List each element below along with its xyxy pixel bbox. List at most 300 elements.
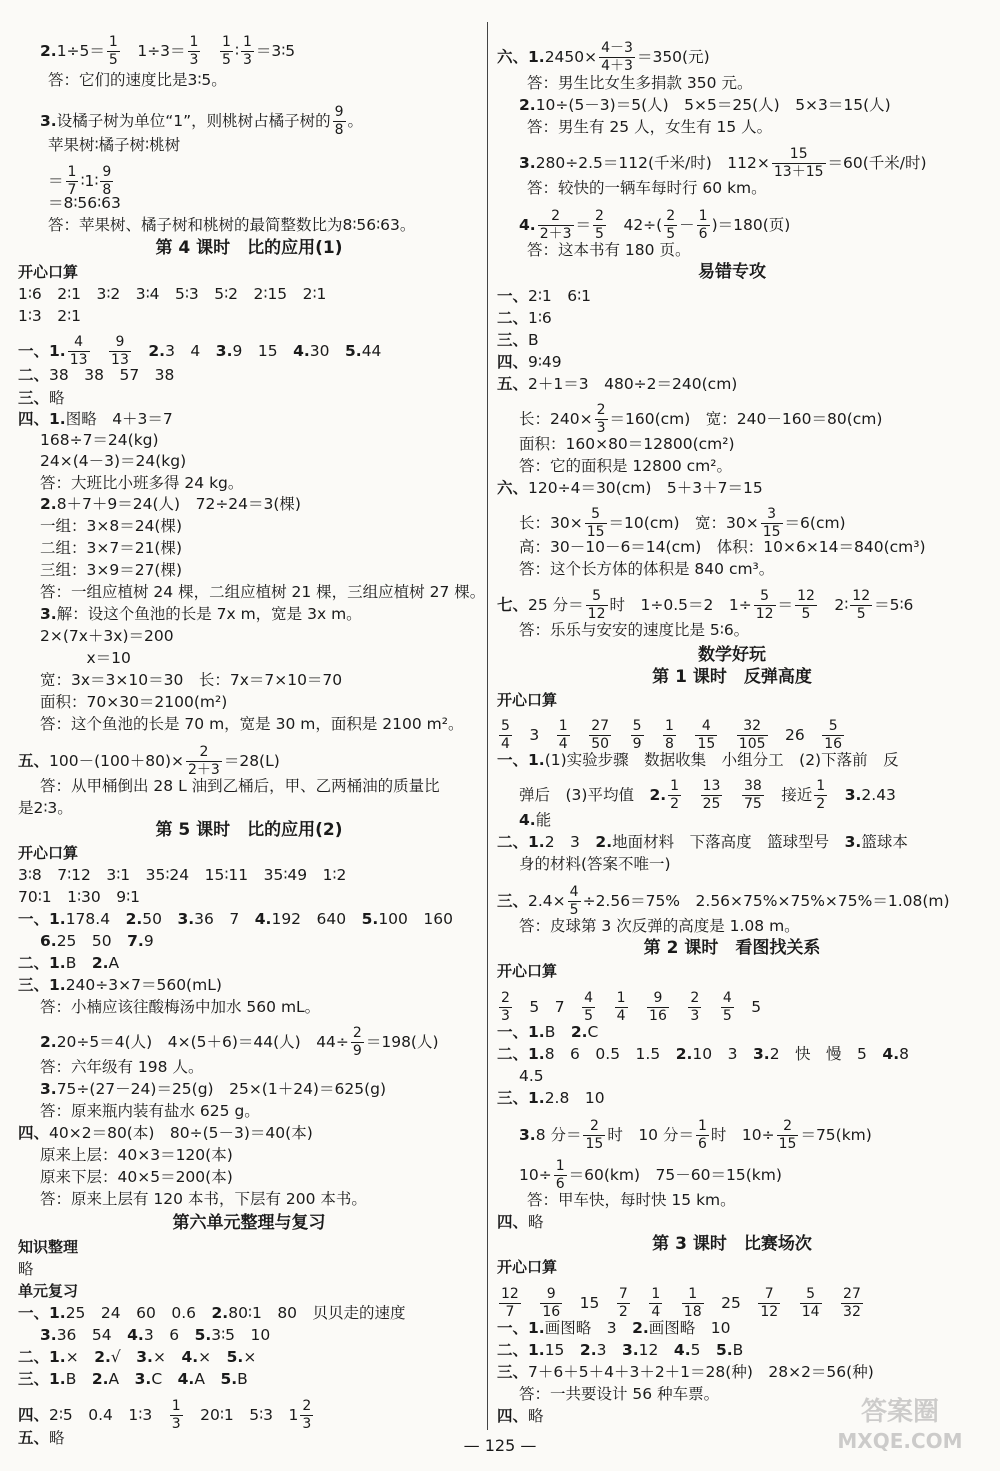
answer-line: [497, 1044, 909, 1064]
fraction-numerator: 5: [822, 718, 844, 736]
answer-line: [497, 916, 800, 936]
fraction-numerator: 1: [555, 1158, 565, 1174]
item-number: 三、1.: [18, 976, 66, 994]
text-run: B: [65, 954, 92, 972]
text-run: ＝60(千米/时): [827, 154, 927, 172]
answer-line: [497, 1088, 605, 1108]
text-run: 9∶49: [528, 353, 562, 371]
text-run: 一组：3×8＝24(棵): [40, 517, 183, 535]
answer-line: [497, 854, 671, 874]
text-run: 8＋7＋9＝24(人) 72÷24＝3(棵): [56, 495, 301, 513]
fraction: [822, 718, 844, 753]
text-run: 24×(4－3)＝24(kg): [40, 452, 187, 470]
item-number: 2.: [94, 1348, 111, 1366]
fraction-numerator: 3: [761, 506, 783, 524]
item-number: 六、1.: [497, 48, 545, 66]
text-run: A: [108, 1370, 135, 1388]
text-run: 3 6: [143, 1326, 195, 1344]
fraction: [777, 1118, 799, 1153]
answer-line: [18, 1145, 233, 1165]
fraction-denominator: 3: [690, 1008, 700, 1024]
text-run: 178.4: [65, 910, 126, 928]
text-run: 10÷(5－3)＝5(人) 5×5＝25(人) 5×3＝15(人): [535, 96, 891, 114]
fraction-denominator: 4: [558, 736, 568, 752]
section-heading: [18, 1213, 480, 1233]
text-run: 70∶1 1∶30 9∶1: [18, 888, 140, 906]
item-number: 一、1.: [18, 342, 66, 360]
answer-line: [497, 308, 552, 328]
page-number: — 125 —: [463, 1436, 537, 1455]
text-run: 2.4×: [528, 892, 566, 910]
item-number: 三、: [497, 331, 529, 349]
text-run: B: [65, 1370, 92, 1388]
text-run: ＝75(km): [800, 1126, 872, 1144]
fraction: [695, 718, 717, 753]
answer-line: [18, 692, 227, 712]
text-run: ＝6(cm): [784, 514, 846, 532]
fraction: [107, 34, 120, 69]
answer-line: [497, 810, 551, 830]
text-run: 答：这个长方体的体积是 840 cm³。: [519, 560, 775, 578]
item-number: 2.: [125, 910, 143, 928]
item-number: 5.: [226, 1348, 244, 1366]
fraction-denominator: 16: [824, 736, 843, 752]
text-run: 高：30－10－6＝14(cm) 体积：10×6×14＝840(cm³): [519, 538, 926, 556]
subsection-label: [497, 961, 557, 981]
answer-line: [18, 388, 65, 408]
text-run: [683, 786, 699, 804]
text-run: 2 快 慢 5: [769, 1045, 883, 1063]
answer-line: [497, 117, 772, 137]
text-run: B: [544, 1023, 571, 1041]
fraction-denominator: 5: [595, 226, 604, 242]
text-run: 1÷5＝: [56, 42, 105, 60]
text-run: 单元复习: [18, 1282, 79, 1300]
answer-line: [18, 1057, 203, 1077]
fraction-numerator: 1: [108, 34, 118, 50]
item-number: 2.: [40, 42, 57, 60]
text-run: 答：苹果树、橘子树和桃树的最简整数比为8∶56∶63。: [48, 216, 416, 234]
item-number: 3.: [134, 1370, 152, 1388]
answer-line: [497, 352, 562, 372]
fraction-numerator: 2: [690, 990, 700, 1006]
fraction-numerator: 2: [352, 1025, 362, 1041]
fraction: [649, 1286, 662, 1321]
text-run: ×: [152, 1348, 182, 1366]
fraction-numerator: 5: [501, 718, 510, 734]
item-number: 2.: [40, 1033, 57, 1051]
fraction-denominator: 2: [618, 1304, 628, 1320]
text-run: 15: [544, 1341, 580, 1359]
item-number: 2.: [91, 954, 109, 972]
fraction-numerator: 2: [538, 208, 574, 226]
answer-line: [18, 560, 182, 580]
fraction: [170, 1398, 183, 1433]
fraction-numerator: 4: [569, 884, 579, 900]
fraction-denominator: 2: [816, 796, 826, 812]
text-run: 开心口算: [497, 1258, 558, 1276]
text-run: 20÷5＝4(人) 4×(5＋6)＝44(人) 44÷: [56, 1033, 349, 1051]
fraction: [696, 1118, 709, 1153]
fraction-denominator: 13＋15: [773, 164, 824, 180]
fraction: [663, 718, 676, 753]
answer-line: [18, 1123, 313, 1143]
text-run: 5: [735, 998, 762, 1016]
fraction-denominator: 15: [697, 736, 716, 752]
text-run: 第 2 课时 看图找关系: [643, 938, 821, 958]
answer-line: [497, 73, 752, 93]
text-run: 3 4: [165, 342, 216, 360]
text-run: ＝10(cm) 宽：30×: [608, 514, 759, 532]
answer-line: [497, 1318, 730, 1338]
answer-line: [18, 714, 463, 734]
section-heading: [497, 645, 967, 665]
fraction-numerator: 1: [651, 1286, 661, 1302]
text-run: (1)实验步骤 数据收集 小组分工 (2)下落前 反: [544, 751, 899, 769]
text-run: [632, 1294, 648, 1312]
text-run: 开心口算: [497, 962, 558, 980]
answer-line: [497, 330, 539, 350]
answer-line: [497, 1340, 743, 1360]
answer-line: [497, 778, 896, 813]
fraction-numerator: 1: [221, 34, 231, 50]
answer-line: [18, 776, 440, 796]
item-number: 一、1.: [18, 910, 66, 928]
answer-line: [497, 1158, 782, 1193]
fraction: [841, 1286, 863, 1321]
fraction-denominator: 7: [505, 1304, 515, 1320]
fraction: [850, 588, 872, 623]
text-run: 地面材料 下落高度 篮球型号: [612, 833, 845, 851]
answer-line: [497, 1190, 736, 1210]
fraction-denominator: 14: [801, 1304, 820, 1320]
text-run: 画图略 10: [648, 1319, 731, 1337]
answer-line: [18, 409, 173, 429]
fraction-numerator: 1: [616, 990, 626, 1006]
answer-line: [497, 718, 846, 753]
item-number: 4.: [177, 1370, 195, 1388]
answer-line: [497, 146, 927, 181]
text-run: 时 1÷0.5＝2 1÷: [609, 596, 752, 614]
text-run: B: [732, 1341, 744, 1359]
answer-line: [18, 538, 182, 558]
text-run: 第 3 课时 比赛场次: [652, 1234, 812, 1254]
text-run: 120÷4＝30(cm) 5＋3＋7＝15: [528, 479, 763, 497]
fraction-numerator: 4: [695, 718, 717, 736]
fraction-denominator: 15: [586, 524, 605, 540]
fraction: [742, 778, 764, 813]
fraction-numerator: 2: [595, 208, 604, 224]
text-run: 2.8 10: [544, 1089, 605, 1107]
answer-line: [18, 744, 280, 779]
answer-line: [18, 284, 326, 304]
item-number: 4.: [293, 342, 310, 360]
text-run: 画图略 3: [544, 1319, 633, 1337]
fraction: [615, 990, 628, 1025]
item-number: 一、1.: [18, 1304, 66, 1322]
item-number: 2.: [579, 1341, 597, 1359]
text-run: [719, 726, 735, 744]
text-run: [824, 1294, 840, 1312]
fraction: [737, 718, 768, 753]
fraction-numerator: 1: [697, 1118, 707, 1134]
fraction: [351, 1025, 364, 1060]
text-run: 答：它的面积是 12800 cm²。: [519, 457, 732, 475]
text-run: [613, 726, 629, 744]
fraction: [540, 1286, 562, 1321]
fraction-denominator: 15: [778, 1136, 797, 1152]
fraction-denominator: 13: [69, 352, 88, 368]
answer-line: [497, 456, 732, 476]
fraction: [188, 34, 201, 69]
answer-line: [18, 1025, 439, 1060]
fraction: [557, 718, 570, 753]
answer-line: [18, 798, 73, 818]
fraction-numerator: 38: [743, 778, 762, 794]
fraction-numerator: 1: [558, 718, 568, 734]
text-run: 开心口算: [18, 844, 79, 862]
text-run: 30: [309, 342, 345, 360]
text-run: 15: [564, 1294, 615, 1312]
text-run: ＝: [575, 216, 592, 234]
text-run: 苹果树∶橘子树∶桃树: [48, 136, 181, 154]
answer-line: [497, 1066, 544, 1086]
text-run: 10÷: [519, 1166, 552, 1184]
text-run: 篮球本: [861, 833, 908, 851]
answer-line: [18, 604, 362, 624]
text-run: 答：这本书有 180 页。: [527, 241, 691, 259]
text-run: 数学好玩: [698, 645, 766, 665]
text-run: 答：大班比小班多得 24 kg。: [40, 474, 244, 492]
fraction-numerator: 4: [722, 990, 732, 1006]
fraction-denominator: 3: [302, 1416, 312, 1432]
answer-line: [18, 1079, 386, 1099]
item-number: 一、: [497, 287, 529, 305]
fraction-numerator: 7: [618, 1286, 628, 1302]
item-number: 四、: [18, 1406, 50, 1424]
answer-line: [18, 1347, 256, 1367]
section-heading: [18, 238, 480, 258]
answer-line: [497, 506, 846, 541]
text-run: 38 38 57 38: [49, 366, 175, 384]
text-run: 2∶5 0.4 1∶3: [49, 1406, 168, 1424]
text-run: 36 7: [194, 910, 255, 928]
fraction: [68, 334, 90, 369]
fraction: [647, 990, 669, 1025]
text-run: C: [587, 1023, 599, 1041]
text-run: 9: [143, 932, 154, 950]
item-number: 2.: [632, 1319, 649, 1337]
answer-line: [497, 178, 767, 198]
subsection-label: [497, 1257, 557, 1277]
text-run: ＝198(人): [365, 1033, 439, 1051]
answer-line: [497, 374, 737, 394]
fraction-denominator: 2＋3: [188, 762, 220, 778]
item-number: 5.: [194, 1326, 212, 1344]
fraction-numerator: 13: [702, 778, 721, 794]
text-run: )＝180(页): [711, 216, 791, 234]
subsection-label: [18, 262, 78, 282]
text-run: 8: [899, 1045, 909, 1063]
text-run: 略: [528, 1213, 544, 1231]
section-heading: [497, 667, 967, 687]
answer-line: [18, 306, 81, 326]
text-run: √: [110, 1348, 137, 1366]
answer-line: [497, 434, 735, 454]
answer-line: [497, 1362, 874, 1382]
answer-line: [497, 588, 913, 623]
item-number: 二、: [18, 366, 50, 384]
item-number: 一、1.: [497, 1319, 545, 1337]
text-run: 2×(7x＋3x)＝200: [40, 627, 174, 645]
text-run: [597, 998, 613, 1016]
fraction-numerator: 9: [334, 104, 344, 120]
answer-line: [497, 95, 891, 115]
section-heading: [497, 262, 967, 282]
text-run: ＝350(元): [636, 48, 710, 66]
fraction-numerator: 1: [67, 164, 77, 180]
fraction-denominator: 9: [632, 736, 642, 752]
item-number: 五、: [18, 752, 50, 770]
fraction-denominator: 8: [665, 736, 674, 752]
fraction-numerator: 1: [665, 718, 674, 734]
fraction-numerator: 9: [647, 990, 669, 1008]
fraction: [586, 588, 608, 623]
text-run: 答：原来上层有 120 本书，下层有 200 本书。: [40, 1190, 367, 1208]
text-run: 2∶1 6∶1: [528, 287, 592, 305]
answer-line: [18, 135, 180, 155]
item-number: 2.: [595, 833, 613, 851]
fraction-denominator: 2: [670, 796, 680, 812]
fraction-denominator: 12: [760, 1304, 779, 1320]
text-run: [202, 42, 218, 60]
answer-line: [497, 559, 774, 579]
fraction-numerator: 2: [777, 1118, 799, 1136]
fraction-numerator: 1: [698, 208, 708, 224]
watermark-text-cn: 答案圈: [860, 1397, 940, 1427]
text-run: 4.5: [519, 1067, 544, 1085]
text-run: 8 6 0.5 1.5: [544, 1045, 676, 1063]
answer-line: [18, 1303, 406, 1323]
answer-line: [497, 402, 882, 437]
answer-line: [497, 1212, 544, 1232]
item-number: 2.: [40, 495, 57, 513]
fraction: [538, 208, 574, 243]
text-run: ＝: [777, 596, 794, 614]
text-run: 5 7: [513, 998, 581, 1016]
fraction-numerator: 9: [102, 164, 112, 180]
item-number: 二、1.: [497, 1341, 545, 1359]
item-number: 2.: [649, 786, 667, 804]
fraction: [721, 990, 734, 1025]
answer-line: [18, 334, 381, 369]
answer-line: [18, 430, 159, 450]
fraction-denominator: 15: [585, 1136, 604, 1152]
text-run: [523, 1294, 539, 1312]
text-run: 略: [49, 389, 65, 407]
item-number: 四、: [497, 1407, 529, 1425]
item-number: 六、: [497, 479, 529, 497]
fraction-numerator: 5: [585, 506, 607, 524]
answer-line: [18, 887, 140, 907]
subsection-label: [18, 1281, 78, 1301]
fraction-denominator: 12: [587, 606, 606, 622]
item-number: 4.: [882, 1045, 900, 1063]
fraction-numerator: 1: [682, 1286, 704, 1304]
text-run: 第六单元整理与复习: [172, 1213, 326, 1233]
text-run: 时 10 分＝: [607, 1126, 694, 1144]
section-heading: [18, 820, 480, 840]
fraction-numerator: 1: [670, 778, 680, 794]
fraction: [582, 990, 595, 1025]
fraction-numerator: 2: [186, 744, 222, 762]
fraction: [800, 1286, 822, 1321]
text-run: 开心口算: [497, 691, 558, 709]
fraction-denominator: 16: [649, 1008, 667, 1024]
fraction-denominator: 5: [856, 606, 866, 622]
text-run: A: [108, 954, 120, 972]
text-run: 1∶3 2∶1: [18, 307, 82, 325]
text-run: 3∶5 10: [211, 1326, 271, 1344]
fraction: [631, 718, 644, 753]
answer-line: [18, 516, 182, 536]
fraction-denominator: 5: [108, 52, 118, 68]
subsection-label: [18, 1237, 78, 1257]
text-run: x＝10: [40, 649, 131, 667]
fraction: [220, 34, 233, 69]
answer-line: [18, 626, 174, 646]
text-run: 1∶6 2∶1 3∶2 3∶4 5∶3 5∶2 2∶15 2∶1: [18, 285, 327, 303]
item-number: 2.: [570, 1023, 588, 1041]
fraction-denominator: 4＋3: [601, 58, 633, 74]
item-number: 4.: [673, 1341, 691, 1359]
text-run: 25 50: [56, 932, 128, 950]
item-number: 5.: [361, 910, 379, 928]
fraction-denominator: 4: [501, 736, 510, 752]
text-run: 三组：3×9＝27(棵): [40, 561, 183, 579]
fraction: [241, 34, 254, 69]
text-run: 长：30×: [519, 514, 583, 532]
text-run: 25 24 60 0.6: [65, 1304, 212, 1322]
fraction-denominator: 6: [555, 1176, 565, 1192]
item-number: 三、1.: [497, 1089, 545, 1107]
text-run: 解：设这个鱼池的长是 7x m，宽是 3x m。: [56, 605, 362, 623]
answer-line: [18, 909, 453, 929]
text-run: 开心口算: [18, 263, 79, 281]
text-run: 答：皮球第 3 次反弹的高度是 1.08 m。: [519, 917, 800, 935]
fraction-denominator: 2＋3: [539, 226, 572, 242]
text-run: 1÷3＝: [121, 42, 186, 60]
fraction: [682, 1286, 704, 1321]
text-run: 2450×: [544, 48, 598, 66]
fraction: [668, 778, 681, 813]
text-run: ∶: [234, 42, 239, 60]
text-run: A: [194, 1370, 221, 1388]
text-run: 答：六年级有 198 人。: [40, 1058, 204, 1076]
answer-line: [18, 670, 342, 690]
fraction: [814, 778, 827, 813]
fraction-numerator: 1: [816, 778, 826, 794]
text-run: 第 5 课时 比的应用(2): [155, 820, 343, 840]
item-number: 3.: [40, 605, 57, 623]
item-number: 7.: [127, 932, 144, 950]
fraction-numerator: 4－3: [601, 40, 633, 56]
item-number: 三、: [497, 1363, 529, 1381]
text-run: 3: [513, 726, 555, 744]
text-run: 略: [18, 1260, 34, 1278]
fraction-numerator: 27: [591, 718, 610, 734]
fraction: [333, 104, 346, 139]
